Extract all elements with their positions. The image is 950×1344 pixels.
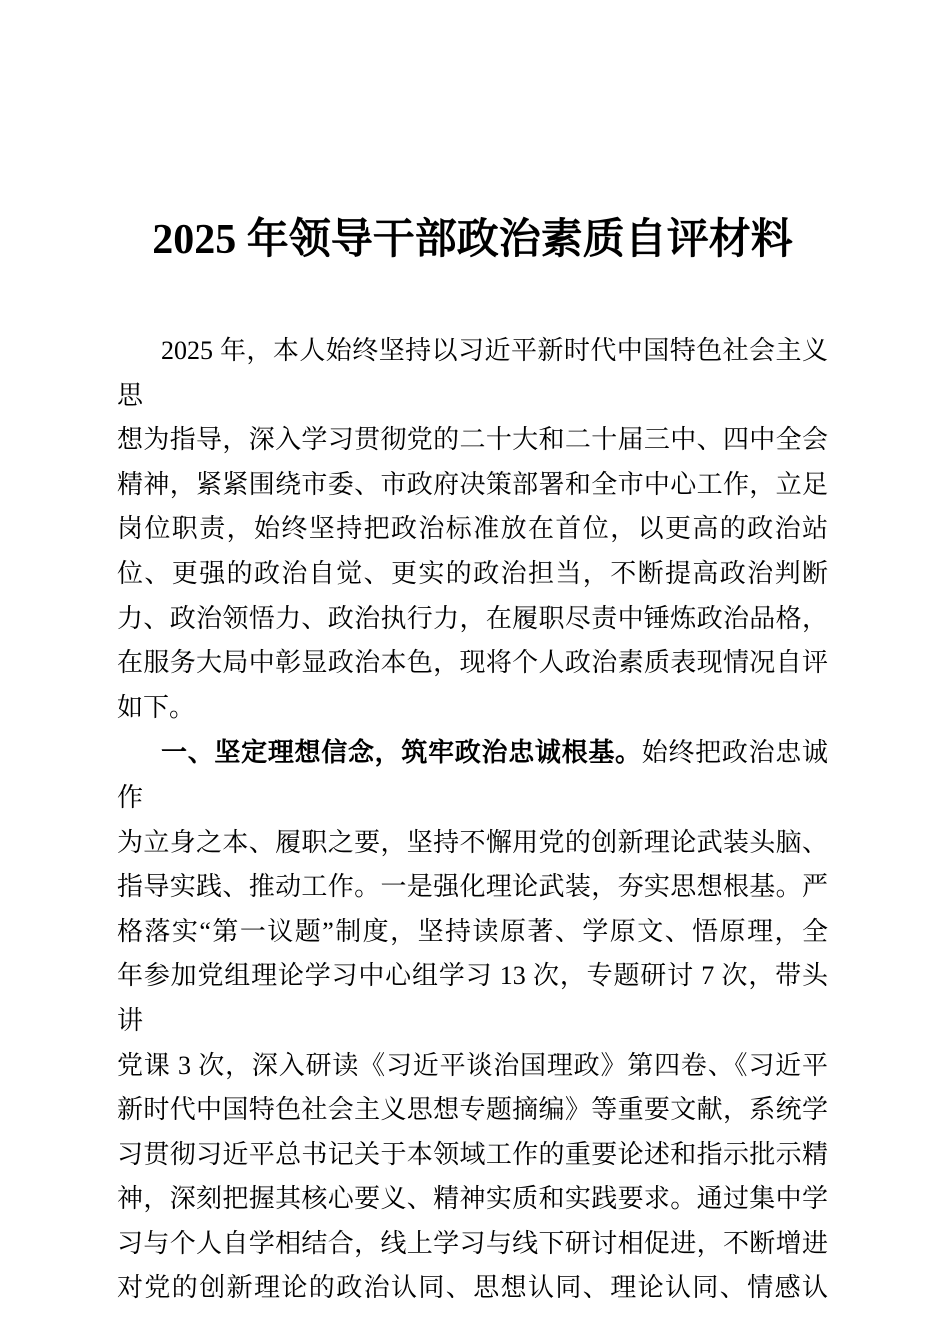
body-line bbox=[117, 463, 828, 508]
body-line bbox=[117, 910, 828, 955]
text-segment: 格落实“第一议题”制度，坚持读原著、学原文、悟原理，全 bbox=[117, 916, 828, 946]
body-line bbox=[117, 954, 828, 1043]
text-segment: 为立身之本、履职之要，坚持不懈用党的创新理论武装头脑、 bbox=[117, 827, 828, 857]
body-line bbox=[117, 1133, 828, 1178]
body-line bbox=[117, 329, 828, 418]
text-segment: 精神，紧紧围绕市委、市政府决策部署和全市中心工作，立足 bbox=[117, 469, 828, 499]
body-line bbox=[117, 686, 828, 731]
text-segment: 指导实践、推动工作。一是强化理论武装，夯实思想根基。严 bbox=[117, 872, 828, 902]
text-segment: 年参加党组理论学习中心组学习 13 次，专题研讨 7 次，带头讲 bbox=[117, 961, 828, 1035]
section-heading-text: 一、坚定理想信念，筑牢政治忠诚根基。 bbox=[161, 737, 642, 768]
text-segment: 神，深刻把握其核心要义、精神实质和实践要求。通过集中学 bbox=[117, 1184, 828, 1214]
body-line bbox=[117, 821, 828, 866]
text-segment: 2025 年，本人始终坚持以习近平新时代中国特色社会主义思 bbox=[117, 336, 828, 410]
paragraph-1 bbox=[117, 329, 828, 730]
text-segment: 习与个人自学相结合，线上学习与线下研讨相促进，不断增进 bbox=[117, 1228, 828, 1258]
body-line bbox=[117, 418, 828, 463]
body-line bbox=[117, 1088, 828, 1133]
body-line bbox=[117, 1266, 828, 1311]
body-line bbox=[117, 641, 828, 686]
paragraph-2 bbox=[117, 730, 828, 1311]
document-title: 2025 年领导干部政治素质自评材料 bbox=[152, 217, 793, 263]
body-line bbox=[117, 1044, 828, 1089]
text-segment: 始终把政治忠诚作 bbox=[117, 738, 828, 812]
text-segment: 在服务大局中彰显政治本色，现将个人政治素质表现情况自评 bbox=[117, 648, 828, 678]
body-line bbox=[117, 1177, 828, 1222]
text-segment: 对党的创新理论的政治认同、思想认同、理论认同、情感认 bbox=[117, 1273, 828, 1303]
text-segment: 岗位职责，始终坚持把政治标准放在首位，以更高的政治站 bbox=[117, 514, 828, 544]
body-line bbox=[117, 552, 828, 597]
text-segment: 新时代中国特色社会主义思想专题摘编》等重要文献，系统学 bbox=[117, 1095, 828, 1125]
body-line bbox=[117, 865, 828, 910]
body-line bbox=[117, 507, 828, 552]
body-line bbox=[117, 597, 828, 642]
text-segment: 力、政治领悟力、政治执行力，在履职尽责中锤炼政治品格， bbox=[117, 603, 828, 633]
text-segment: 位、更强的政治自觉、更实的政治担当，不断提高政治判断 bbox=[117, 558, 828, 588]
body-line bbox=[117, 730, 828, 820]
text-segment: 党课 3 次，深入研读《习近平谈治国理政》第四卷、《习近平 bbox=[117, 1050, 828, 1080]
document-body bbox=[117, 329, 828, 1311]
text-segment: 习贯彻习近平总书记关于本领域工作的重要论述和指示批示精 bbox=[117, 1139, 828, 1169]
body-line bbox=[117, 1222, 828, 1267]
text-segment: 如下。 bbox=[117, 692, 196, 722]
text-segment: 想为指导，深入学习贯彻党的二十大和二十届三中、四中全会 bbox=[117, 425, 828, 455]
